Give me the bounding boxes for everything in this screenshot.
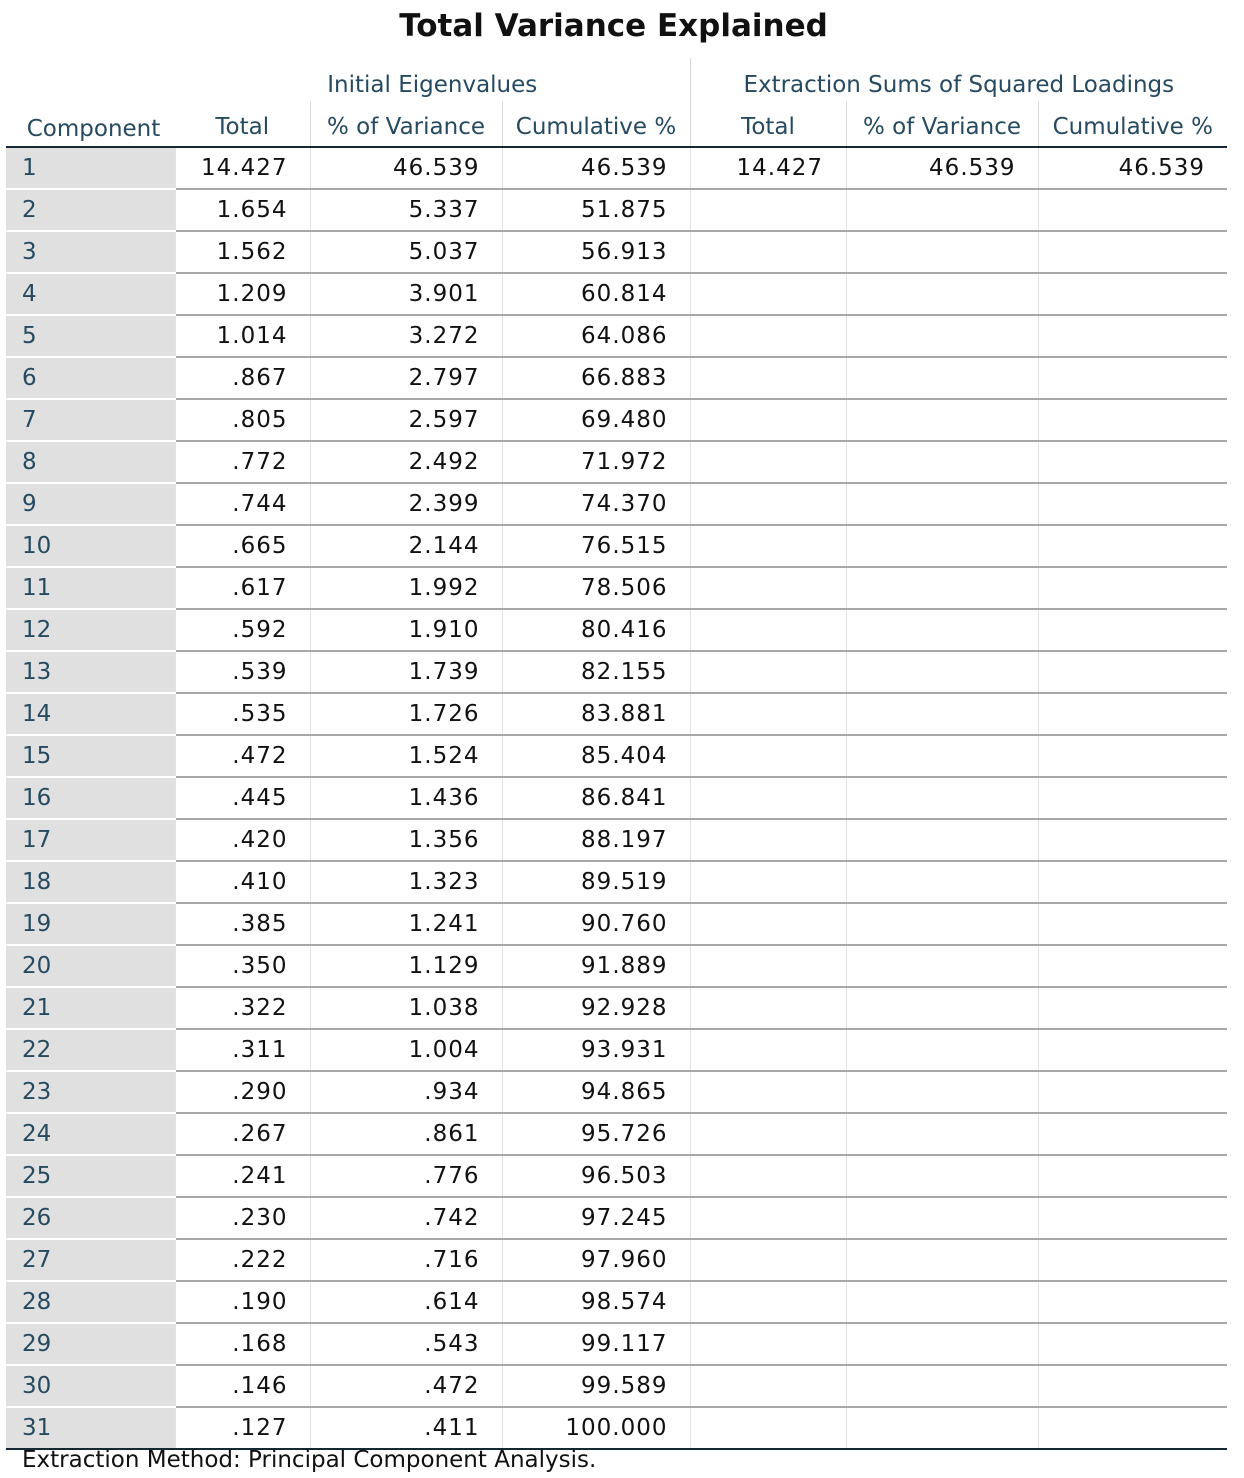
header-extraction-total: Total bbox=[690, 102, 846, 147]
initial-cumulative-cell: 92.928 bbox=[502, 987, 690, 1029]
initial-cumulative-cell: 97.245 bbox=[502, 1197, 690, 1239]
table-row bbox=[6, 735, 1227, 777]
extraction-total-cell bbox=[690, 567, 846, 609]
extraction-pct-variance-cell bbox=[846, 441, 1038, 483]
extraction-pct-variance-cell bbox=[846, 735, 1038, 777]
table-row bbox=[6, 945, 1227, 987]
extraction-pct-variance-cell bbox=[846, 987, 1038, 1029]
initial-cumulative-cell: 86.841 bbox=[502, 777, 690, 819]
table-row bbox=[6, 1155, 1227, 1197]
initial-cumulative-cell: 76.515 bbox=[502, 525, 690, 567]
extraction-cumulative-cell bbox=[1038, 609, 1227, 651]
extraction-pct-variance-cell bbox=[846, 903, 1038, 945]
extraction-cumulative-cell bbox=[1038, 1071, 1227, 1113]
initial-cumulative-cell: 96.503 bbox=[502, 1155, 690, 1197]
initial-total-cell: .230 bbox=[175, 1197, 310, 1239]
table-row bbox=[6, 357, 1227, 399]
initial-total-cell: .410 bbox=[175, 861, 310, 903]
extraction-pct-variance-cell bbox=[846, 609, 1038, 651]
initial-pct-variance-cell: .472 bbox=[310, 1365, 502, 1407]
extraction-pct-variance-cell bbox=[846, 1281, 1038, 1323]
extraction-cumulative-cell bbox=[1038, 1323, 1227, 1365]
component-cell: 8 bbox=[6, 441, 175, 483]
initial-cumulative-cell: 90.760 bbox=[502, 903, 690, 945]
initial-total-cell: .617 bbox=[175, 567, 310, 609]
initial-cumulative-cell: 80.416 bbox=[502, 609, 690, 651]
initial-cumulative-cell: 46.539 bbox=[502, 147, 690, 189]
initial-cumulative-cell: 99.117 bbox=[502, 1323, 690, 1365]
extraction-total-cell bbox=[690, 945, 846, 987]
extraction-cumulative-cell bbox=[1038, 567, 1227, 609]
component-cell: 5 bbox=[6, 315, 175, 357]
table-row bbox=[6, 903, 1227, 945]
initial-pct-variance-cell: 2.797 bbox=[310, 357, 502, 399]
extraction-total-cell bbox=[690, 273, 846, 315]
component-cell: 28 bbox=[6, 1281, 175, 1323]
extraction-pct-variance-cell bbox=[846, 1071, 1038, 1113]
component-cell: 23 bbox=[6, 1071, 175, 1113]
extraction-cumulative-cell bbox=[1038, 1239, 1227, 1281]
component-cell: 17 bbox=[6, 819, 175, 861]
extraction-total-cell bbox=[690, 987, 846, 1029]
initial-cumulative-cell: 89.519 bbox=[502, 861, 690, 903]
initial-pct-variance-cell: 5.037 bbox=[310, 231, 502, 273]
initial-cumulative-cell: 85.404 bbox=[502, 735, 690, 777]
component-cell: 16 bbox=[6, 777, 175, 819]
table-row bbox=[6, 1071, 1227, 1113]
extraction-pct-variance-cell bbox=[846, 1029, 1038, 1071]
extraction-total-cell bbox=[690, 903, 846, 945]
extraction-total-cell bbox=[690, 189, 846, 231]
extraction-cumulative-cell bbox=[1038, 273, 1227, 315]
initial-pct-variance-cell: 1.241 bbox=[310, 903, 502, 945]
initial-total-cell: 1.014 bbox=[175, 315, 310, 357]
extraction-pct-variance-cell bbox=[846, 1113, 1038, 1155]
component-cell: 14 bbox=[6, 693, 175, 735]
initial-pct-variance-cell: 2.399 bbox=[310, 483, 502, 525]
extraction-pct-variance-cell bbox=[846, 651, 1038, 693]
extraction-cumulative-cell bbox=[1038, 525, 1227, 567]
table-row bbox=[6, 693, 1227, 735]
component-cell: 31 bbox=[6, 1407, 175, 1449]
header-extraction-pct-variance: % of Variance bbox=[846, 102, 1038, 147]
extraction-cumulative-cell bbox=[1038, 399, 1227, 441]
initial-cumulative-cell: 98.574 bbox=[502, 1281, 690, 1323]
initial-total-cell: .127 bbox=[175, 1407, 310, 1449]
table-row bbox=[6, 1239, 1227, 1281]
component-cell: 1 bbox=[6, 147, 175, 189]
initial-total-cell: .420 bbox=[175, 819, 310, 861]
initial-cumulative-cell: 99.589 bbox=[502, 1365, 690, 1407]
component-cell: 11 bbox=[6, 567, 175, 609]
extraction-total-cell bbox=[690, 315, 846, 357]
component-cell: 2 bbox=[6, 189, 175, 231]
header-initial-cumulative: Cumulative % bbox=[502, 102, 690, 147]
initial-pct-variance-cell: 1.038 bbox=[310, 987, 502, 1029]
table-row bbox=[6, 147, 1227, 189]
initial-pct-variance-cell: 1.992 bbox=[310, 567, 502, 609]
extraction-total-cell bbox=[690, 357, 846, 399]
initial-cumulative-cell: 94.865 bbox=[502, 1071, 690, 1113]
header-extraction-cumulative: Cumulative % bbox=[1038, 102, 1227, 147]
initial-cumulative-cell: 51.875 bbox=[502, 189, 690, 231]
extraction-cumulative-cell bbox=[1038, 483, 1227, 525]
extraction-total-cell bbox=[690, 1029, 846, 1071]
table-row bbox=[6, 1407, 1227, 1449]
initial-total-cell: .744 bbox=[175, 483, 310, 525]
initial-total-cell: .385 bbox=[175, 903, 310, 945]
initial-total-cell: 1.654 bbox=[175, 189, 310, 231]
header-initial-pct-variance: % of Variance bbox=[310, 102, 502, 147]
extraction-cumulative-cell bbox=[1038, 1029, 1227, 1071]
extraction-total-cell bbox=[690, 1155, 846, 1197]
extraction-total-cell bbox=[690, 1239, 846, 1281]
component-cell: 7 bbox=[6, 399, 175, 441]
table-row bbox=[6, 1323, 1227, 1365]
initial-pct-variance-cell: .543 bbox=[310, 1323, 502, 1365]
initial-total-cell: .539 bbox=[175, 651, 310, 693]
initial-total-cell: .168 bbox=[175, 1323, 310, 1365]
extraction-total-cell: 14.427 bbox=[690, 147, 846, 189]
table-row bbox=[6, 1281, 1227, 1323]
total-variance-table bbox=[6, 58, 1227, 1450]
extraction-cumulative-cell bbox=[1038, 861, 1227, 903]
initial-pct-variance-cell: 2.492 bbox=[310, 441, 502, 483]
initial-pct-variance-cell: .716 bbox=[310, 1239, 502, 1281]
extraction-pct-variance-cell bbox=[846, 525, 1038, 567]
component-cell: 15 bbox=[6, 735, 175, 777]
extraction-total-cell bbox=[690, 1113, 846, 1155]
initial-pct-variance-cell: 2.144 bbox=[310, 525, 502, 567]
table-row bbox=[6, 273, 1227, 315]
initial-total-cell: .805 bbox=[175, 399, 310, 441]
initial-total-cell: .241 bbox=[175, 1155, 310, 1197]
table-row bbox=[6, 777, 1227, 819]
footnote: Extraction Method: Principal Component Analysis. bbox=[22, 1447, 597, 1473]
component-cell: 29 bbox=[6, 1323, 175, 1365]
extraction-cumulative-cell bbox=[1038, 693, 1227, 735]
table-row bbox=[6, 1197, 1227, 1239]
component-cell: 6 bbox=[6, 357, 175, 399]
initial-total-cell: .772 bbox=[175, 441, 310, 483]
component-cell: 22 bbox=[6, 1029, 175, 1071]
table-row bbox=[6, 861, 1227, 903]
extraction-pct-variance-cell bbox=[846, 273, 1038, 315]
component-cell: 18 bbox=[6, 861, 175, 903]
initial-total-cell: .592 bbox=[175, 609, 310, 651]
initial-cumulative-cell: 60.814 bbox=[502, 273, 690, 315]
extraction-cumulative-cell bbox=[1038, 189, 1227, 231]
table-row bbox=[6, 483, 1227, 525]
extraction-total-cell bbox=[690, 1281, 846, 1323]
initial-total-cell: .267 bbox=[175, 1113, 310, 1155]
extraction-pct-variance-cell bbox=[846, 315, 1038, 357]
initial-pct-variance-cell: 3.901 bbox=[310, 273, 502, 315]
extraction-pct-variance-cell bbox=[846, 693, 1038, 735]
component-cell: 24 bbox=[6, 1113, 175, 1155]
initial-cumulative-cell: 91.889 bbox=[502, 945, 690, 987]
initial-cumulative-cell: 83.881 bbox=[502, 693, 690, 735]
table-row bbox=[6, 1029, 1227, 1071]
initial-pct-variance-cell: 2.597 bbox=[310, 399, 502, 441]
extraction-pct-variance-cell bbox=[846, 1239, 1038, 1281]
initial-total-cell: .445 bbox=[175, 777, 310, 819]
table-title: Total Variance Explained bbox=[399, 8, 828, 44]
extraction-cumulative-cell: 46.539 bbox=[1038, 147, 1227, 189]
component-cell: 13 bbox=[6, 651, 175, 693]
initial-pct-variance-cell: .776 bbox=[310, 1155, 502, 1197]
extraction-total-cell bbox=[690, 861, 846, 903]
component-cell: 12 bbox=[6, 609, 175, 651]
extraction-pct-variance-cell bbox=[846, 861, 1038, 903]
initial-cumulative-cell: 69.480 bbox=[502, 399, 690, 441]
initial-cumulative-cell: 97.960 bbox=[502, 1239, 690, 1281]
initial-total-cell: .190 bbox=[175, 1281, 310, 1323]
extraction-pct-variance-cell bbox=[846, 1365, 1038, 1407]
initial-total-cell: .535 bbox=[175, 693, 310, 735]
component-cell: 19 bbox=[6, 903, 175, 945]
extraction-pct-variance-cell bbox=[846, 399, 1038, 441]
table-row bbox=[6, 1113, 1227, 1155]
table-row bbox=[6, 651, 1227, 693]
extraction-pct-variance-cell bbox=[846, 945, 1038, 987]
component-cell: 25 bbox=[6, 1155, 175, 1197]
extraction-total-cell bbox=[690, 693, 846, 735]
table-row bbox=[6, 525, 1227, 567]
extraction-pct-variance-cell bbox=[846, 357, 1038, 399]
extraction-total-cell bbox=[690, 1197, 846, 1239]
header-group-initial-eigenvalues: Initial Eigenvalues bbox=[327, 72, 538, 98]
extraction-cumulative-cell bbox=[1038, 1281, 1227, 1323]
initial-pct-variance-cell: .614 bbox=[310, 1281, 502, 1323]
extraction-cumulative-cell bbox=[1038, 441, 1227, 483]
initial-pct-variance-cell: 1.129 bbox=[310, 945, 502, 987]
initial-pct-variance-cell: 46.539 bbox=[310, 147, 502, 189]
initial-total-cell: 14.427 bbox=[175, 147, 310, 189]
header-initial-total: Total bbox=[175, 102, 310, 147]
initial-cumulative-cell: 74.370 bbox=[502, 483, 690, 525]
extraction-cumulative-cell bbox=[1038, 1113, 1227, 1155]
initial-total-cell: .350 bbox=[175, 945, 310, 987]
component-cell: 26 bbox=[6, 1197, 175, 1239]
component-cell: 10 bbox=[6, 525, 175, 567]
initial-pct-variance-cell: .411 bbox=[310, 1407, 502, 1449]
initial-cumulative-cell: 78.506 bbox=[502, 567, 690, 609]
initial-cumulative-cell: 64.086 bbox=[502, 315, 690, 357]
extraction-pct-variance-cell bbox=[846, 1323, 1038, 1365]
extraction-pct-variance-cell bbox=[846, 567, 1038, 609]
initial-total-cell: 1.209 bbox=[175, 273, 310, 315]
header-group-extraction: Extraction Sums of Squared Loadings bbox=[690, 58, 1227, 102]
initial-pct-variance-cell: 1.910 bbox=[310, 609, 502, 651]
extraction-total-cell bbox=[690, 525, 846, 567]
extraction-total-cell bbox=[690, 1407, 846, 1449]
initial-cumulative-cell: 82.155 bbox=[502, 651, 690, 693]
extraction-cumulative-cell bbox=[1038, 357, 1227, 399]
extraction-cumulative-cell bbox=[1038, 231, 1227, 273]
extraction-pct-variance-cell bbox=[846, 819, 1038, 861]
initial-cumulative-cell: 95.726 bbox=[502, 1113, 690, 1155]
table-body bbox=[6, 147, 1227, 1449]
extraction-cumulative-cell bbox=[1038, 819, 1227, 861]
extraction-cumulative-cell bbox=[1038, 903, 1227, 945]
extraction-total-cell bbox=[690, 483, 846, 525]
initial-cumulative-cell: 100.000 bbox=[502, 1407, 690, 1449]
table-row bbox=[6, 609, 1227, 651]
initial-pct-variance-cell: 1.524 bbox=[310, 735, 502, 777]
extraction-cumulative-cell bbox=[1038, 651, 1227, 693]
extraction-total-cell bbox=[690, 1071, 846, 1113]
extraction-total-cell bbox=[690, 399, 846, 441]
initial-total-cell: .867 bbox=[175, 357, 310, 399]
initial-pct-variance-cell: 1.004 bbox=[310, 1029, 502, 1071]
component-cell: 27 bbox=[6, 1239, 175, 1281]
initial-pct-variance-cell: 1.726 bbox=[310, 693, 502, 735]
initial-total-cell: .222 bbox=[175, 1239, 310, 1281]
extraction-cumulative-cell bbox=[1038, 315, 1227, 357]
table-row bbox=[6, 1365, 1227, 1407]
extraction-cumulative-cell bbox=[1038, 777, 1227, 819]
component-cell: 4 bbox=[6, 273, 175, 315]
component-cell: 3 bbox=[6, 231, 175, 273]
initial-total-cell: .311 bbox=[175, 1029, 310, 1071]
extraction-cumulative-cell bbox=[1038, 1155, 1227, 1197]
extraction-pct-variance-cell bbox=[846, 1155, 1038, 1197]
table-row bbox=[6, 987, 1227, 1029]
extraction-total-cell bbox=[690, 777, 846, 819]
initial-total-cell: .665 bbox=[175, 525, 310, 567]
initial-pct-variance-cell: 1.739 bbox=[310, 651, 502, 693]
header-component: Component bbox=[6, 58, 175, 147]
initial-total-cell: .322 bbox=[175, 987, 310, 1029]
extraction-total-cell bbox=[690, 819, 846, 861]
initial-pct-variance-cell: 1.356 bbox=[310, 819, 502, 861]
initial-pct-variance-cell: 5.337 bbox=[310, 189, 502, 231]
extraction-cumulative-cell bbox=[1038, 1365, 1227, 1407]
table-row bbox=[6, 567, 1227, 609]
extraction-cumulative-cell bbox=[1038, 735, 1227, 777]
extraction-cumulative-cell bbox=[1038, 1407, 1227, 1449]
initial-pct-variance-cell: .861 bbox=[310, 1113, 502, 1155]
table-row bbox=[6, 189, 1227, 231]
table-row bbox=[6, 399, 1227, 441]
extraction-pct-variance-cell bbox=[846, 189, 1038, 231]
initial-cumulative-cell: 93.931 bbox=[502, 1029, 690, 1071]
initial-pct-variance-cell: .742 bbox=[310, 1197, 502, 1239]
table-row bbox=[6, 819, 1227, 861]
component-cell: 30 bbox=[6, 1365, 175, 1407]
extraction-pct-variance-cell bbox=[846, 1197, 1038, 1239]
extraction-total-cell bbox=[690, 735, 846, 777]
initial-cumulative-cell: 56.913 bbox=[502, 231, 690, 273]
table-row bbox=[6, 315, 1227, 357]
extraction-pct-variance-cell bbox=[846, 231, 1038, 273]
initial-pct-variance-cell: 3.272 bbox=[310, 315, 502, 357]
extraction-total-cell bbox=[690, 651, 846, 693]
table-row bbox=[6, 441, 1227, 483]
initial-total-cell: .290 bbox=[175, 1071, 310, 1113]
component-cell: 20 bbox=[6, 945, 175, 987]
extraction-total-cell bbox=[690, 1365, 846, 1407]
initial-pct-variance-cell: 1.436 bbox=[310, 777, 502, 819]
initial-cumulative-cell: 66.883 bbox=[502, 357, 690, 399]
extraction-pct-variance-cell: 46.539 bbox=[846, 147, 1038, 189]
extraction-total-cell bbox=[690, 441, 846, 483]
extraction-total-cell bbox=[690, 1323, 846, 1365]
extraction-pct-variance-cell bbox=[846, 483, 1038, 525]
table-row bbox=[6, 231, 1227, 273]
initial-total-cell: 1.562 bbox=[175, 231, 310, 273]
extraction-cumulative-cell bbox=[1038, 1197, 1227, 1239]
extraction-pct-variance-cell bbox=[846, 777, 1038, 819]
extraction-total-cell bbox=[690, 609, 846, 651]
extraction-pct-variance-cell bbox=[846, 1407, 1038, 1449]
extraction-cumulative-cell bbox=[1038, 987, 1227, 1029]
component-cell: 9 bbox=[6, 483, 175, 525]
initial-pct-variance-cell: .934 bbox=[310, 1071, 502, 1113]
extraction-total-cell bbox=[690, 231, 846, 273]
initial-cumulative-cell: 71.972 bbox=[502, 441, 690, 483]
initial-cumulative-cell: 88.197 bbox=[502, 819, 690, 861]
component-cell: 21 bbox=[6, 987, 175, 1029]
initial-total-cell: .146 bbox=[175, 1365, 310, 1407]
extraction-cumulative-cell bbox=[1038, 945, 1227, 987]
initial-total-cell: .472 bbox=[175, 735, 310, 777]
initial-pct-variance-cell: 1.323 bbox=[310, 861, 502, 903]
